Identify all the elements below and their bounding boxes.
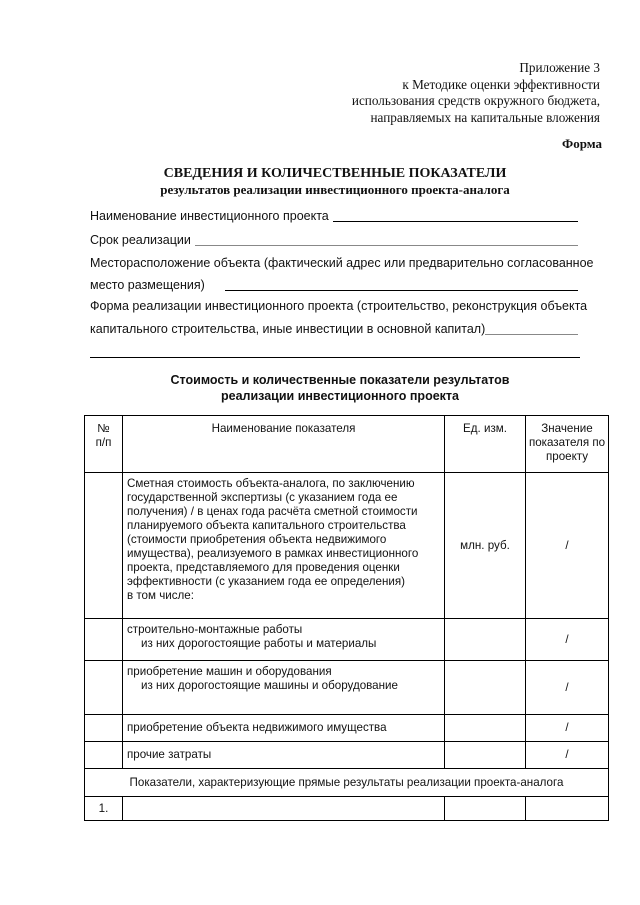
row-name: приобретение объекта недвижимого имущества xyxy=(123,715,445,742)
table-row xyxy=(85,742,609,769)
row-name-line: государственной экспертизы (с указанием года ее xyxy=(127,491,398,504)
row-name xyxy=(123,619,445,661)
section-row-label: Показатели, характеризующие прямые результаты реализации проекта-аналога xyxy=(85,769,609,797)
row-name-line: получения) / в ценах года расчёта сметной стоимости xyxy=(127,505,418,518)
row-unit xyxy=(445,742,526,769)
row-no xyxy=(85,473,123,619)
header-no xyxy=(85,416,123,473)
row-unit xyxy=(445,619,526,661)
row-value[interactable]: / xyxy=(526,715,609,742)
row-name xyxy=(123,661,445,715)
extra-line[interactable] xyxy=(90,357,580,358)
document-title xyxy=(90,165,580,198)
row-no xyxy=(85,661,123,715)
row-name-line: планируемого объекта капитального строительства xyxy=(127,519,406,532)
row-name[interactable] xyxy=(123,797,445,821)
row-name-line: проекта, представляемого для проведения оценки xyxy=(127,561,400,574)
row-name-line: Сметная стоимость объекта-аналога, по заключению xyxy=(127,477,415,490)
table-title-line2: реализации инвестиционного проекта xyxy=(221,388,459,403)
form-type-label-line2: капитального строительства, иные инвестиции в основной капитал) xyxy=(90,322,486,336)
table-title-line1: Стоимость и количественные показатели результатов xyxy=(170,373,510,387)
form-type-line[interactable] xyxy=(485,334,578,335)
location-label-line2: место размещения) xyxy=(90,278,205,292)
header-value xyxy=(526,416,609,473)
header-name: Наименование показателя xyxy=(123,416,445,473)
table-row xyxy=(85,473,609,619)
appendix-line: направляемых на капитальные вложения xyxy=(370,109,600,125)
table-row xyxy=(85,715,609,742)
term-line[interactable] xyxy=(195,245,578,246)
row-no: 1. xyxy=(85,797,123,821)
row-value[interactable]: / xyxy=(526,473,609,619)
section-row xyxy=(85,769,609,797)
row-unit xyxy=(445,661,526,715)
row-name-line: приобретение машин и оборудования xyxy=(127,665,332,678)
location-label-line1: Месторасположение объекта (фактический адрес или предварительно согласованное xyxy=(90,256,594,270)
project-name-line[interactable] xyxy=(333,221,578,222)
appendix-line: к Методике оценки эффективности xyxy=(402,76,600,92)
row-value[interactable]: / xyxy=(526,742,609,769)
indicators-table xyxy=(84,415,609,821)
header-unit: Ед. изм. xyxy=(445,416,526,473)
appendix-line: использования средств окружного бюджета, xyxy=(351,93,600,108)
row-name-line: имущества), реализуемого в рамках инвестиционного xyxy=(127,547,419,560)
header-value-line: показателя по xyxy=(528,436,606,449)
row-value[interactable]: / xyxy=(526,619,609,661)
form-label: Форма xyxy=(562,136,602,151)
form-type-label-line1: Форма реализации инвестиционного проекта (строительство, реконструкция объекта xyxy=(90,299,588,313)
table-row xyxy=(85,619,609,661)
table-row xyxy=(85,797,609,821)
appendix-line: Приложение 3 xyxy=(519,60,600,75)
row-unit: млн. руб. xyxy=(445,473,526,619)
project-name-label: Наименование инвестиционного проекта xyxy=(90,209,329,223)
header-no-line: № xyxy=(97,422,110,435)
row-no xyxy=(85,742,123,769)
row-no xyxy=(85,715,123,742)
row-unit xyxy=(445,715,526,742)
header-value-line: проекту xyxy=(545,450,589,463)
document-title-line2: результатов реализации инвестиционного проекта-аналога xyxy=(160,182,510,197)
row-unit[interactable] xyxy=(445,797,526,821)
row-name-line: (стоимости приобретения объекта недвижимого xyxy=(127,533,387,546)
table-title xyxy=(90,373,590,404)
location-line[interactable] xyxy=(225,290,578,291)
term-label: Срок реализации xyxy=(90,233,191,247)
row-name-line: эффективности (с указанием года ее определения) xyxy=(127,575,405,588)
row-name-line: в том числе: xyxy=(127,589,194,602)
row-name: прочие затраты xyxy=(123,742,445,769)
row-value[interactable]: / xyxy=(526,661,609,715)
header-value-line: Значение xyxy=(541,422,593,435)
document-title-line1: СВЕДЕНИЯ И КОЛИЧЕСТВЕННЫЕ ПОКАЗАТЕЛИ xyxy=(163,166,507,181)
row-no xyxy=(85,619,123,661)
header-no-line: п/п xyxy=(95,436,112,449)
row-value[interactable] xyxy=(526,797,609,821)
row-name-line: строительно-монтажные работы xyxy=(127,623,303,636)
row-sub-line: из них дорогостоящие машины и оборудование xyxy=(141,679,398,692)
row-name xyxy=(123,473,445,619)
table-row xyxy=(85,661,609,715)
appendix-reference xyxy=(300,60,600,126)
row-sub-line: из них дорогостоящие работы и материалы xyxy=(141,637,377,650)
table-header-row xyxy=(85,416,609,473)
